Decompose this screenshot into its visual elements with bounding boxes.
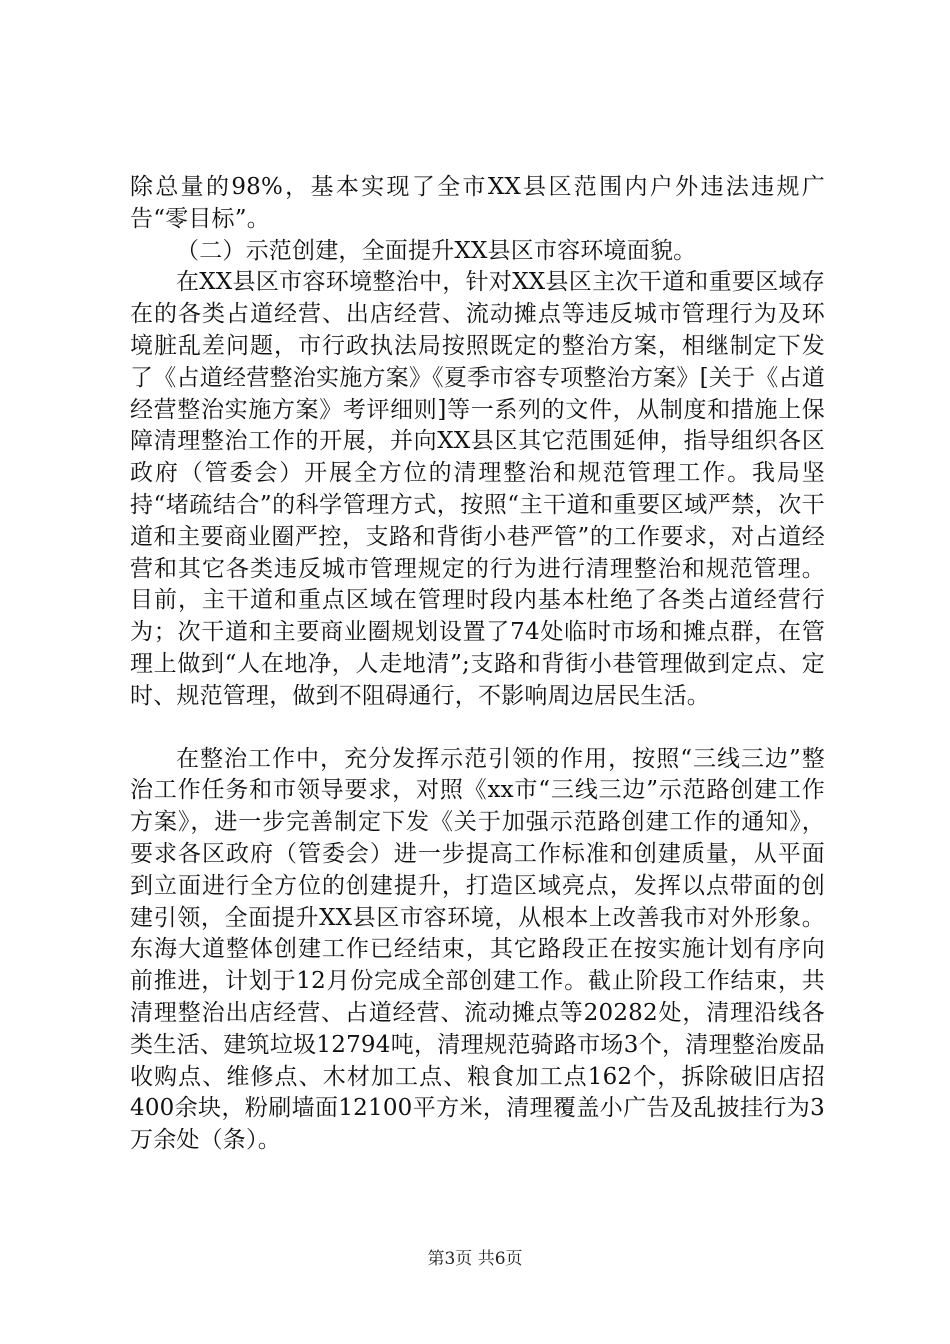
paragraph: 在XX县区市容环境整治中，针对XX县区主次干道和重要区域存在的各类占道经营、出店经营、流动摊点等违反城市管理行为及环境脏乱差问题，市行政执法局按照既定的整治方案，相继制定下发了《占道经营整治实施方案》《夏季市容专项整治方案》[关于《占道经营整治实施方案》考评细则]等一系列的文件，从制度和措施上保障清理整治工作的开展，并向XX县区其它范围延伸，指导组织各区政府（管委会）开展全方位的清理整治和规范管理工作。我局坚持“堵疏结合”的科学管理方式，按照“主干道和重要区域严禁，次干道和主要商业圈严控，支路和背街小巷严管”的工作要求，对占道经营和其它各类违反城市管理规定的行为进行清理整治和规范管理。目前，主干道和重点区域在管理时段内基本杜绝了各类占道经营行为；次干道和主要商业圈规划设置了74处临时市场和摊点群，在管理上做到“人在地净，人走地清”;支路和背街小巷管理做到定点、定时、规范管理，做到不阻碍通行，不影响周边居民生活。 (130, 269, 825, 709)
paragraph: 在整治工作中，充分发挥示范引领的作用，按照“三线三边”整治工作任务和市领导要求，对照《xx市“三线三边”示范路创建工作方案》，进一步完善制定下发《关于加强示范路创建工作的通知》，要求各区政府（管委会）进一步提高工作标准和创建质量，从平面到立面进行全方位的创建提升，打造区域亮点，发挥以点带面的创建引领，全面提升XX县区市容环境，从根本上改善我市对外形象。东海大道整体创建工作已经结束，其它路段正在按实施计划有序向前推进，计划于12月份完成全部创建工作。截止阶段工作结束，共清理整治出店经营、占道经营、流动摊点等20282处，清理沿线各类生活、建筑垃圾12794吨，清理规范骑路市场3个，清理整治废品收购点、维修点、木材加工点、粮食加工点162个，拆除破旧店招400余块，粉刷墙面12100平方米，清理覆盖小广告及乱披挂行为3万余处（条）。 (130, 745, 825, 1154)
document-body (130, 172, 825, 1157)
page-number: 第3页 共6页 (427, 1249, 523, 1269)
section-heading: （二）示范创建，全面提升XX县区市容环境面貌。 (176, 237, 697, 264)
paragraph-continuation: 除总量的98%，基本实现了全市XX县区范围内户外违法违规广告“零目标”。 (130, 174, 825, 232)
